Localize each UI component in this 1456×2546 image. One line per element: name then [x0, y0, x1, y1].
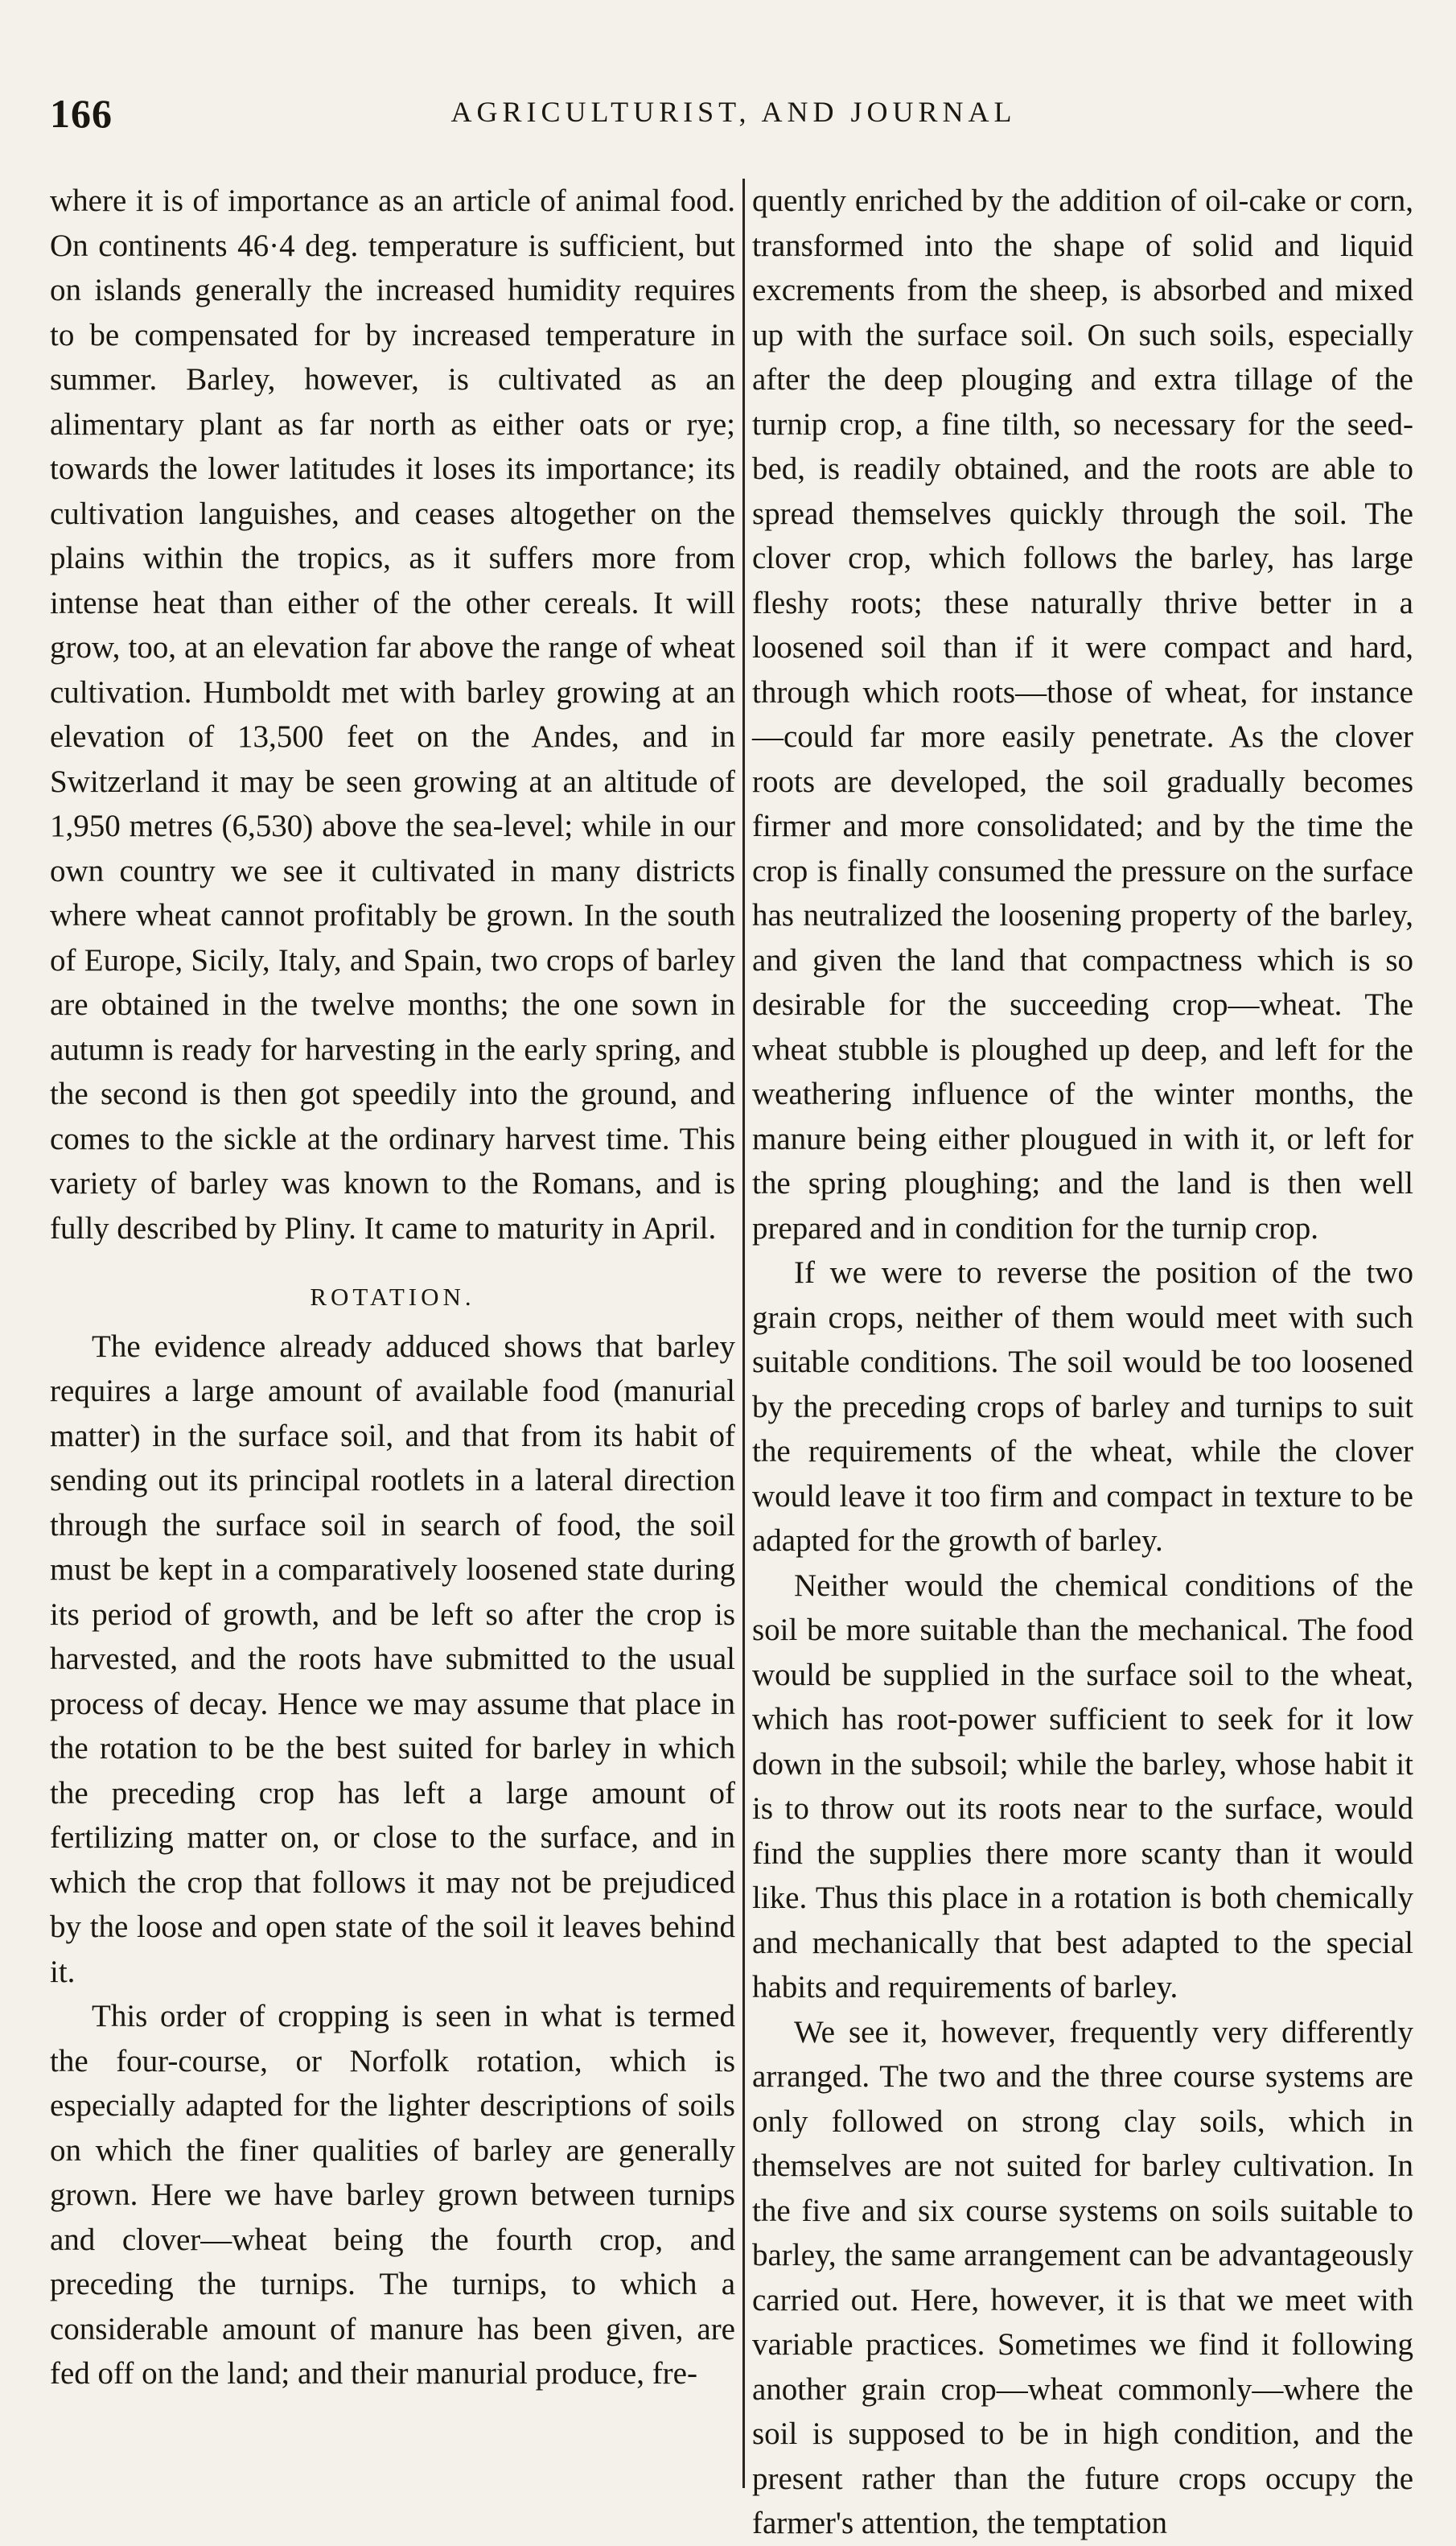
- paragraph: where it is of importance as an article of animal food. On continents 46·4 deg. temperature is sufficient, but on islands generally the increased humidity requires to be compensated for by increased temperature in summer. Barley, however, is cultivated as an alimentary plant as far north as either oats or rye; towards the lower latitudes it loses its importance; its cultivation languishes, and ceases altogether on the plains within the tropics, as it suffers more from intense heat than either of the other cereals. It will grow, too, at an elevation far above the range of wheat cultivation. Humboldt met with barley growing at an elevation of 13,500 feet on the Andes, and in Switzerland it may be seen growing at an altitude of 1,950 metres (6,530) above the sea-level; while in our own country we see it cultivated in many districts where wheat cannot profitably be grown. In the south of Europe, Sicily, Italy, and Spain, two crops of barley are obtained in the twelve months; the one sown in autumn is ready for harvesting in the early spring, and the second is then got speedily into the ground, and comes to the sickle at the ordinary harvest time. This variety of barley was known to the Romans, and is fully described by Pliny. It came to maturity in April.: [50, 183, 735, 1246]
- paragraph: If we were to reverse the position of the two grain crops, neither of them would meet with such suitable conditions. The soil would be too loosened by the preceding crops of barley and turnips to suit the requirements of the wheat, while the clover would leave it too firm and compact in texture to be adapted for the growth of barley.: [752, 1255, 1413, 1558]
- paragraph: We see it, however, frequently very differently arranged. The two and the three course systems are only followed on strong clay soils, which in themselves are not suited for barley cultivation. In the five and six course systems on soils suitable to barley, the same arrangement can be advantageously carried out. Here, however, it is that we meet with variable practices. Sometimes we find it following another grain crop—wheat commonly—where the soil is supposed to be in high condition, and the present rather than the future crops occupy the farmer's attention, the temptation: [752, 2014, 1413, 2540]
- column-divider: [742, 179, 745, 2488]
- page-header: [50, 90, 1417, 146]
- right-column: [752, 179, 1413, 2540]
- paragraph: This order of cropping is seen in what is termed the four-course, or Norfolk rotation, which is especially adapted for the lighter descriptions of soils on which the finer qualities of barley are generally grown. Here we have barley grown between turnips and clover—wheat being the fourth crop, and preceding the turnips. The turnips, to which a considerable amount of manure has been given, are fed off on the land; and their manurial produce, fre-: [50, 1999, 735, 2391]
- left-column: [50, 179, 735, 2496]
- section-heading: ROTATION.: [310, 1283, 475, 1311]
- paragraph: Neither would the chemical conditions of the soil be more suitable than the mechanical. The food would be supplied in the surface soil to the wheat, which has root-power sufficient to seek for it low down in the subsoil; while the barley, whose habit it is to throw out its roots near to the surface, would find the supplies there more scanty than it would like. Thus this place in a rotation is both chemically and mechanically that best adapted to the special habits and requirements of barley.: [752, 1568, 1413, 2004]
- page-number: 166: [50, 91, 113, 136]
- paragraph: quently enriched by the addition of oil-cake or corn, transformed into the shape of solid and liquid excrements from the sheep, is absorbed and mixed up with the surface soil. On such soils, especially after the deep plouging and extra tillage of the turnip crop, a fine tilth, so necessary for the seed-bed, is readily obtained, and the roots are able to spread themselves quickly through the soil. The clover crop, which follows the barley, has large fleshy roots; these naturally thrive better in a loosened soil than if it were compact and hard, through which roots—those of wheat, for instance—could far more easily penetrate. As the clover roots are developed, the soil gradually becomes firmer and more consolidated; and by the time the crop is finally consumed the pressure on the surface has neutralized the loosening property of the barley, and given the land that compactness which is so desirable for the succeeding crop—wheat. The wheat stubble is ploughed up deep, and left for the weathering influence of the winter months, the manure being either plougued in with it, or left for the spring ploughing; and the land is then well prepared and in condition for the turnip crop.: [752, 183, 1413, 1246]
- running-head: AGRICULTURIST, AND JOURNAL: [450, 96, 1017, 128]
- paragraph: The evidence already adduced shows that barley requires a large amount of available food (manurial matter) in the surface soil, and that from its habit of sending out its principal rootlets in a lateral direction through the surface soil in search of food, the soil must be kept in a comparatively loosened state during its period of growth, and be left so after the crop is harvested, and the roots have submitted to the usual process of decay. Hence we may assume that place in the rotation to be the best suited for barley in which the preceding crop has left a large amount of fertilizing matter on, or close to the surface, and in which the crop that follows it may not be prejudiced by the loose and open state of the soil it leaves behind it.: [50, 1329, 735, 1989]
